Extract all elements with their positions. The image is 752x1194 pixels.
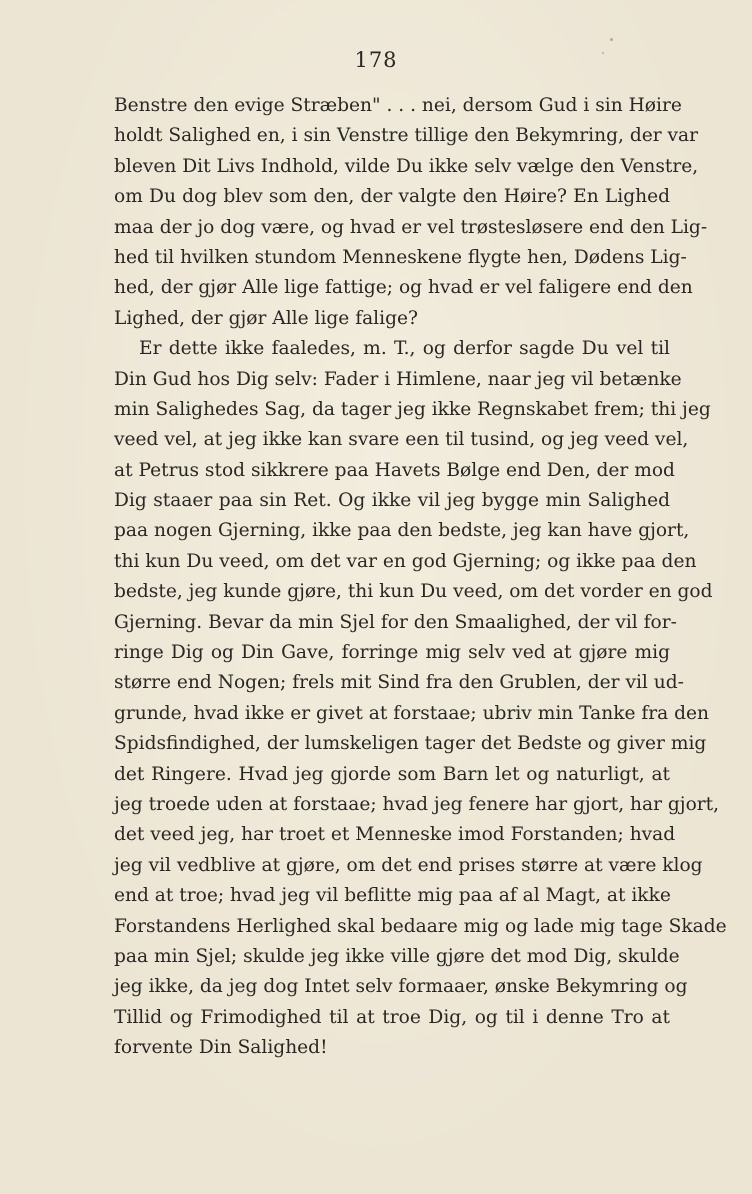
text-line: jeg vil vedblive at gjøre, om det end prises større at være klog <box>114 854 703 876</box>
text-line: Gjerning. Bevar da min Sjel for den Smaalighed, der vil for- <box>114 611 677 633</box>
text-line: grunde, hvad ikke er givet at forstaae; ubriv min Tanke fra den <box>114 702 710 724</box>
text-line: Dig staaer paa sin Ret. Og ikke vil jeg bygge min Salighed <box>114 490 670 512</box>
text-line: paa nogen Gjerning, ikke paa den bedste, jeg kan have gjort, <box>114 520 690 542</box>
text-line: forvente Din Salighed! <box>114 1037 328 1059</box>
text-line: at Petrus stod sikkrere paa Havets Bølge end Den, der mod <box>114 459 675 481</box>
text-line: end at troe; hvad jeg vil beflitte mig paa af al Magt, at ikke <box>114 885 671 907</box>
text-line: hed, der gjør Alle lige fattige; og hvad er vel faligere end den <box>114 277 693 299</box>
text-line: bleven Dit Livs Indhold, vilde Du ikke selv vælge den Venstre, <box>114 155 699 177</box>
text-line: det veed jeg, har troet et Menneske imod Forstanden; hvad <box>114 824 676 846</box>
paper-speck <box>610 38 613 41</box>
text-line: veed vel, at jeg ikke kan svare een til tusind, og jeg veed vel, <box>114 429 689 451</box>
text-line: det Ringere. Hvad jeg gjorde som Barn let og naturligt, at <box>114 763 670 785</box>
text-line: jeg ikke, da jeg dog Intet selv formaaer, ønske Bekymring og <box>114 976 688 998</box>
text-line: jeg troede uden at forstaae; hvad jeg fenere har gjort, har gjort, <box>114 793 720 815</box>
text-line: større end Nogen; frels mit Sind fra den Grublen, der vil ud- <box>114 672 684 694</box>
text-line: thi kun Du veed, om det var en god Gjerning; og ikke paa den <box>114 550 697 572</box>
paper-speck <box>602 52 604 54</box>
text-line: Spidsfindighed, der lumskeligen tager det Bedste og giver mig <box>114 733 707 755</box>
text-line: Tillid og Frimodighed til at troe Dig, og til i denne Tro at <box>114 1006 670 1028</box>
text-line: holdt Salighed en, i sin Venstre tillige den Bekymring, der var <box>114 125 699 147</box>
text-line: hed til hvilken stundom Menneskene flygte hen, Dødens Lig- <box>114 246 687 268</box>
text-line: Benstre den evige Stræben" . . . nei, dersom Gud i sin Høire <box>114 95 682 116</box>
text-line: bedste, jeg kunde gjøre, thi kun Du veed, om det vorder en god <box>114 581 713 603</box>
text-line: Er dette ikke faaledes, m. T., og derfor sagde Du vel til <box>139 338 670 360</box>
text-line: om Du dog blev som den, der valgte den Høire? En Lighed <box>114 186 670 208</box>
page-number: 178 <box>354 48 398 72</box>
text-line: Din Gud hos Dig selv: Fader i Himlene, naar jeg vil betænke <box>114 368 682 390</box>
text-line: ringe Dig og Din Gave, forringe mig selv ved at gjøre mig <box>114 642 670 664</box>
text-line: Forstandens Herlighed skal bedaare mig og lade mig tage Skade <box>114 915 727 937</box>
body-text <box>114 91 727 1064</box>
text-line: paa min Sjel; skulde jeg ikke ville gjøre det mod Dig, skulde <box>114 945 680 967</box>
text-line: min Salighedes Sag, da tager jeg ikke Regnskabet frem; thi jeg <box>114 398 711 420</box>
text-line: Lighed, der gjør Alle lige falige? <box>114 307 418 329</box>
text-line: maa der jo dog være, og hvad er vel trøstesløsere end den Lig- <box>114 216 708 238</box>
